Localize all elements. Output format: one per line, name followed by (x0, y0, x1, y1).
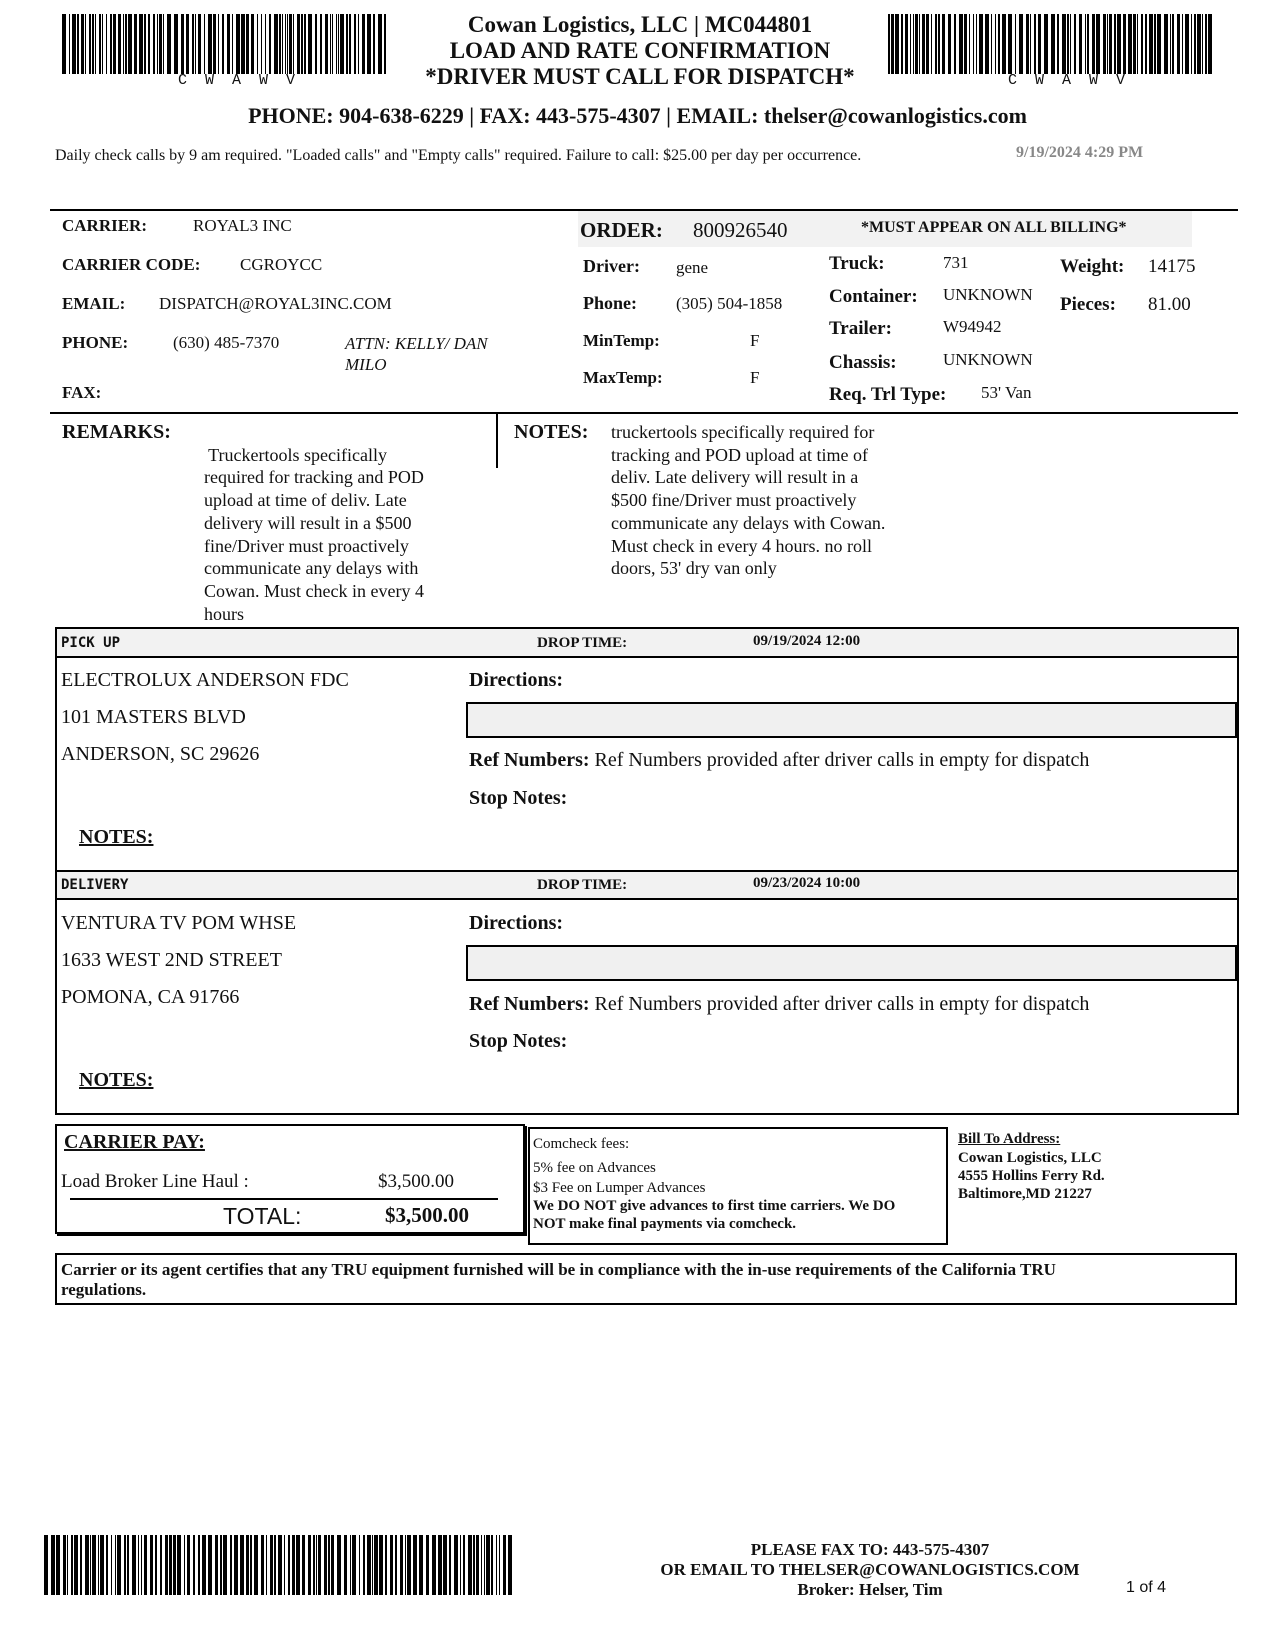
barcode-caption-left: C W A W V (178, 72, 296, 89)
notes-line: deliv. Late delivery will result in a (611, 467, 859, 488)
pieces-label: Pieces: (1060, 294, 1116, 315)
pickup-header-rule (55, 656, 1239, 658)
footer-broker-line: Broker: Helser, Tim (797, 1580, 943, 1599)
notes-line: tracking and POD upload at time of (611, 444, 868, 465)
pickup-notes-label: NOTES: (79, 826, 154, 848)
container-label: Container: (829, 286, 918, 307)
carrier-attn: ATTN: KELLY/ DAN MILO (345, 334, 488, 374)
carrier-phone-value: (630) 485-7370 (173, 333, 280, 352)
comcheck-fee1: 5% fee on Advances (533, 1160, 656, 1176)
remarks-line: fine/Driver must proactively (204, 535, 409, 556)
chassis-value: UNKNOWN (943, 350, 1033, 369)
delivery-name: VENTURA TV POM WHSE (61, 912, 297, 934)
notes-line: Must check in every 4 hours. no roll (611, 535, 872, 556)
comcheck-title: Comcheck fees: (533, 1136, 630, 1152)
billing-note: *MUST APPEAR ON ALL BILLING* (861, 219, 1127, 236)
notes-line: doors, 53' dry van only (611, 558, 777, 579)
timestamp: 9/19/2024 4:29 PM (1016, 144, 1144, 161)
remarks-line: Cowan. Must check in every 4 (204, 580, 424, 601)
remarks-label: REMARKS: (62, 421, 171, 443)
chassis-label: Chassis: (829, 352, 897, 373)
pickup-ref-value: Ref Numbers provided after driver calls in empty for dispatch (594, 749, 1090, 771)
pickup-ref-numbers (469, 749, 1089, 772)
pickup-name: ELECTROLUX ANDERSON FDC (61, 669, 349, 691)
tru-note-line1: Carrier or its agent certifies that any TRU equipment furnished will be in compliance with the in-use requirements of the California TRU (61, 1260, 1056, 1279)
delivery-header (57, 872, 1236, 898)
req-trl-type-label: Req. Trl Type: (829, 384, 947, 405)
order-label: ORDER: (580, 218, 663, 242)
total-value: $3,500.00 (385, 1203, 469, 1227)
bill-to-line2: 4555 Hollins Ferry Rd. (958, 1168, 1105, 1184)
company-line: Cowan Logistics, LLC | MC044801 (467, 12, 813, 37)
carrier-fax-label: FAX: (62, 383, 102, 402)
line-haul-value: $3,500.00 (378, 1171, 454, 1192)
remarks-line: communicate any delays with (204, 558, 419, 579)
delivery-ref-numbers (469, 993, 1089, 1016)
bill-to-line1: Cowan Logistics, LLC (958, 1150, 1102, 1166)
pickup-drop-time-value: 09/19/2024 12:00 (753, 633, 861, 649)
weight-value: 14175 (1148, 256, 1196, 277)
pickup-drop-time-label: DROP TIME: (537, 635, 628, 651)
pickup-directions-label: Directions: (469, 669, 564, 691)
order-number: 800926540 (693, 218, 788, 242)
comcheck-warning-1: We DO NOT give advances to first time carriers. We DO (533, 1198, 896, 1214)
notes-label: NOTES: (514, 421, 589, 443)
footer-fax-line: PLEASE FAX TO: 443-575-4307 (750, 1540, 990, 1559)
delivery-directions-field (466, 945, 1237, 981)
remarks-line: delivery will result in a $500 (204, 512, 412, 533)
container-value: UNKNOWN (943, 285, 1033, 304)
maxtemp-value: F (750, 368, 760, 387)
carrier-code-label: CARRIER CODE: (62, 255, 201, 274)
remarks-line: Truckertools specifically (204, 444, 387, 465)
carrier-phone-label: PHONE: (62, 333, 129, 352)
weight-label: Weight: (1060, 256, 1125, 277)
carrier-value: ROYAL3 INC (193, 216, 292, 235)
truck-label: Truck: (829, 253, 885, 274)
carrier-label: CARRIER: (62, 216, 147, 235)
bill-to-line3: Baltimore,MD 21227 (958, 1186, 1092, 1202)
notes-text (611, 421, 885, 580)
notes-line: $500 fine/Driver must proactively (611, 490, 857, 511)
pickup-ref-label: Ref Numbers: (469, 749, 590, 771)
barcode-top-left (62, 14, 392, 74)
driver-phone-label: Phone: (583, 293, 637, 313)
carrier-email-label: EMAIL: (62, 294, 126, 313)
pickup-city: ANDERSON, SC 29626 (61, 743, 260, 765)
trailer-label: Trailer: (829, 318, 892, 339)
delivery-header-label: DELIVERY (61, 877, 129, 893)
delivery-header-rule (55, 898, 1239, 900)
check-calls-note: Daily check calls by 9 am required. "Loaded calls" and "Empty calls" required. Failure to call: $25.00 per day per occurrence. (55, 147, 862, 164)
delivery-drop-time-label: DROP TIME: (537, 877, 628, 893)
pieces-value: 81.00 (1148, 294, 1191, 315)
delivery-ref-value: Ref Numbers provided after driver calls in empty for dispatch (594, 993, 1090, 1015)
maxtemp-label: MaxTemp: (583, 368, 663, 387)
remarks-line: upload at time of deliv. Late (204, 490, 407, 511)
remarks-line: hours (204, 603, 244, 624)
notes-line: communicate any delays with Cowan. (611, 512, 886, 533)
pickup-directions-field (466, 702, 1237, 738)
delivery-drop-time-value: 09/23/2024 10:00 (753, 875, 861, 891)
header-title-block (420, 12, 860, 90)
delivery-directions-label: Directions: (469, 912, 564, 934)
driver-value: gene (676, 258, 709, 277)
delivery-stop-notes-label: Stop Notes: (469, 1030, 568, 1052)
notes-line: truckertools specifically required for (611, 422, 875, 442)
barcode-top-right (888, 14, 1218, 74)
carrier-email-value: DISPATCH@ROYAL3INC.COM (159, 294, 392, 313)
page-number: 1 of 4 (1126, 1579, 1167, 1596)
trailer-value: W94942 (943, 317, 1002, 336)
mintemp-value: F (750, 331, 760, 350)
truck-value: 731 (943, 253, 969, 272)
remarks-line: required for tracking and POD (204, 467, 424, 488)
delivery-address: 1633 WEST 2ND STREET (61, 949, 282, 971)
carrier-pay-title: CARRIER PAY: (64, 1131, 205, 1153)
footer-email-line: OR EMAIL TO THELSER@COWANLOGISTICS.COM (660, 1560, 1080, 1579)
req-trl-type-value: 53' Van (981, 383, 1032, 402)
contact-line: PHONE: 904-638-6229 | FAX: 443-575-4307 | EMAIL: thelser@cowanlogistics.com (248, 103, 1027, 128)
pickup-header (57, 629, 1236, 657)
delivery-notes-label: NOTES: (79, 1069, 154, 1091)
pickup-header-label: PICK UP (61, 635, 121, 651)
pickup-address: 101 MASTERS BLVD (61, 706, 246, 728)
line-haul-label: Load Broker Line Haul : (61, 1171, 249, 1192)
comcheck-fee2: $3 Fee on Lumper Advances (533, 1180, 706, 1196)
mintemp-label: MinTemp: (583, 331, 660, 350)
remarks-text (204, 421, 424, 648)
comcheck-warning-2: NOT make final payments via comcheck. (533, 1216, 797, 1232)
barcode-bottom (44, 1535, 514, 1595)
bill-to-title: Bill To Address: (958, 1131, 1061, 1147)
doc-title: LOAD AND RATE CONFIRMATION (449, 38, 831, 63)
total-rule (70, 1198, 498, 1200)
total-label: TOTAL: (223, 1203, 302, 1229)
driver-label: Driver: (583, 256, 640, 276)
pickup-stop-notes-label: Stop Notes: (469, 787, 568, 809)
delivery-city: POMONA, CA 91766 (61, 986, 240, 1008)
delivery-ref-label: Ref Numbers: (469, 993, 590, 1015)
barcode-caption-right: C W A W V (1008, 72, 1126, 89)
tru-note-line2: regulations. (61, 1280, 147, 1299)
carrier-code-value: CGROYCC (240, 255, 323, 274)
dispatch-note: *DRIVER MUST CALL FOR DISPATCH* (425, 64, 855, 89)
remarks-top-rule (50, 412, 1238, 414)
remarks-divider (496, 414, 498, 468)
footer-block (620, 1540, 1120, 1600)
driver-phone-value: (305) 504-1858 (676, 294, 783, 313)
